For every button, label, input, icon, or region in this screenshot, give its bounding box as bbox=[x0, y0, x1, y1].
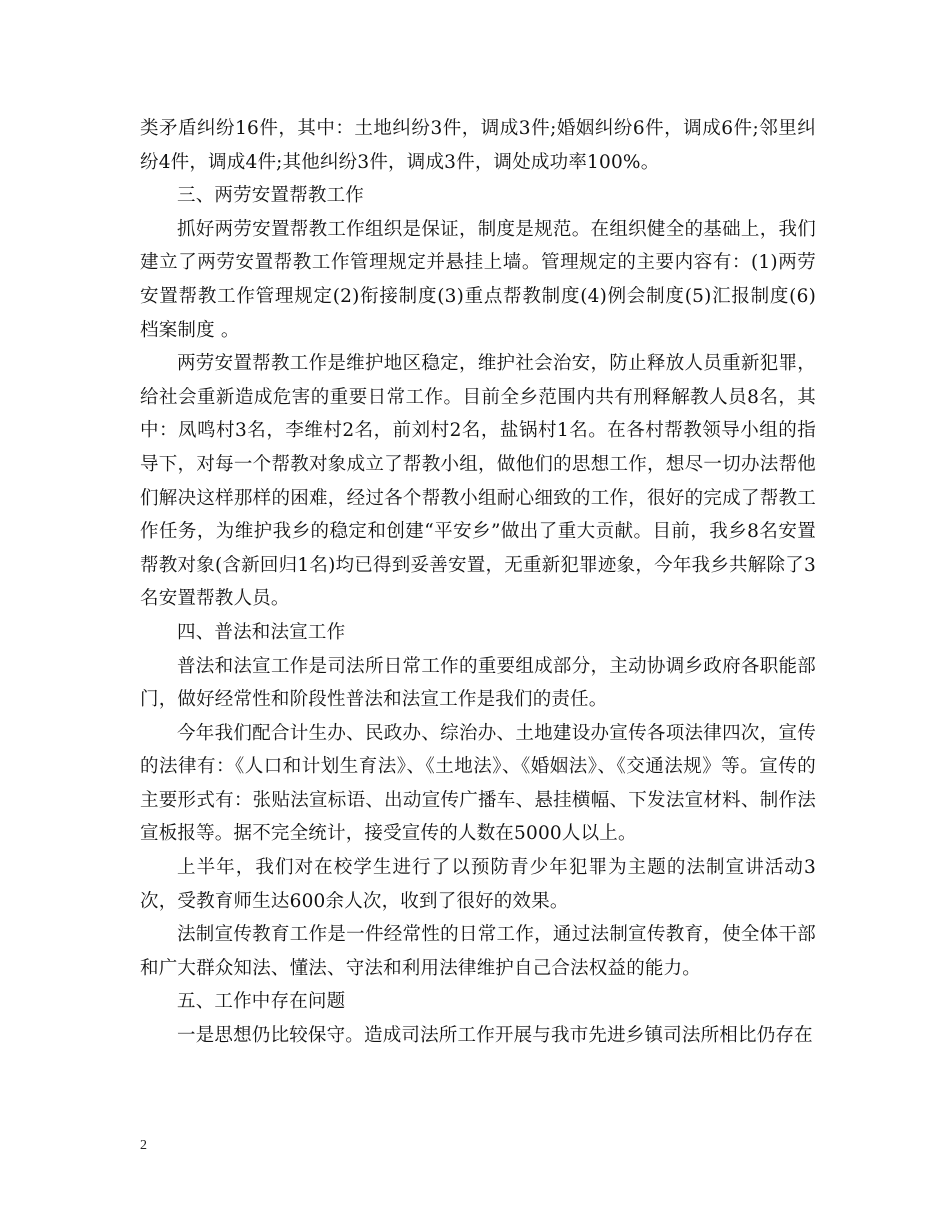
paragraph-resettlement-rules: 抓好两劳安置帮教工作组织是保证，制度是规范。在组织健全的基础上，我们建立了两劳安置帮教工作管理规定并悬挂上墙。管理规定的主要内容有：(1)两劳安置帮教工作管理规定(2)衔接制度(3)重点帮教制度(4)例会制度(5)汇报制度(6)档案制度 。 bbox=[140, 218, 816, 341]
paragraph-legal-education-summary: 法制宣传教育工作是一件经常性的日常工作，通过法制宣传教育，使全体干部和广大群众知法、懂法、守法和利用法律维护自己合法权益的能力。 bbox=[140, 924, 816, 979]
section-heading-resettlement: 三、两劳安置帮教工作 bbox=[177, 185, 365, 207]
paragraph-resettlement-work: 两劳安置帮教工作是维护地区稳定，维护社会治安，防止释放人员重新犯罪，给社会重新造成危害的重要日常工作。目前全乡范围内共有刑释解教人员8名，其中：凤鸣村3名，李维村2名，前刘村2名，盐锅村1名。在各村帮教领导小组的指导下，对每一个帮教对象成立了帮教小组，做他们的思想工作，想尽一切办法帮他们解决这样那样的困难，经过各个帮教小组耐心细致的工作，很好的完成了帮教工作任务，为维护我乡的稳定和创建“平安乡”做出了重大贡献。目前，我乡8名安置帮教对象(含新回归1名)均已得到妥善安置，无重新犯罪迹象，今年我乡共解除了3名安置帮教人员。 bbox=[140, 353, 816, 610]
document-body bbox=[140, 112, 816, 1053]
paragraph-legal-education-intro: 普法和法宣工作是司法所日常工作的重要组成部分，主动协调乡政府各职能部门，做好经常性和阶段性普法和法宣工作是我们的责任。 bbox=[140, 655, 816, 711]
section-heading-legal-education: 四、普法和法宣工作 bbox=[177, 621, 346, 643]
paragraph-legal-campaigns: 今年我们配合计生办、民政办、综治办、土地建设办宣传各项法律四次，宣传的法律有：《人口和计划生育法》、《土地法》、《婚姻法》、《交通法规》等。宣传的主要形式有：张贴法宣标语、出动宣传广播车、悬挂横幅、下发法宣材料、制作法宣板报等。据不完全统计，接受宣传的人数在5000人以上。 bbox=[140, 722, 816, 845]
page-number: 2 bbox=[140, 1138, 147, 1153]
paragraph-dispute-stats: 类矛盾纠纷16件，其中：土地纠纷3件，调成3件;婚姻纠纷6件，调成6件;邻里纠纷4件，调成4件;其他纠纷3件，调成3件，调处成功率100%。 bbox=[140, 118, 816, 173]
section-heading-problems: 五、工作中存在问题 bbox=[177, 991, 346, 1013]
paragraph-student-lectures: 上半年，我们对在校学生进行了以预防青少年犯罪为主题的法制宣讲活动3次，受教育师生达600余人次，收到了很好的效果。 bbox=[140, 857, 816, 912]
paragraph-problem-one: 一是思想仍比较保守。造成司法所工作开展与我市先进乡镇司法所相比仍存在 bbox=[177, 1025, 813, 1047]
